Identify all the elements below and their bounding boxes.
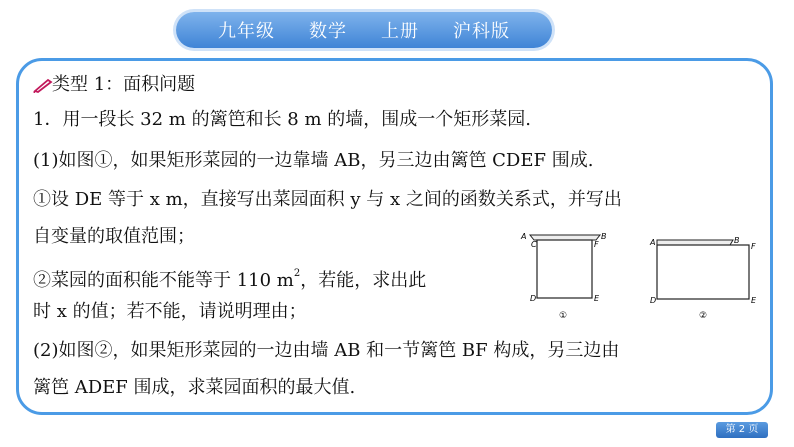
label-c: C	[531, 240, 537, 249]
sub-question-1-line-1: ①设 DE 等于 x m，直接写出菜园面积 y 与 x 之间的函数关系式，并写出	[33, 189, 622, 210]
rectangle-adef	[657, 245, 749, 299]
label-d: D	[650, 296, 657, 305]
wall-ab	[657, 240, 733, 245]
question-1-part-2-line-2: 篱笆 ADEF 围成，求菜园面积的最大值.	[33, 377, 356, 398]
page-number-badge: 第 2 页	[716, 422, 768, 438]
label-b: B	[601, 232, 607, 241]
sub-question-2-line-2: 时 x 的值；若不能，请说明理由；	[33, 301, 307, 322]
header-grade: 九年级	[218, 21, 275, 42]
label-a: A	[650, 238, 656, 247]
question-1: 1．用一段长 32 m 的篱笆和长 8 m 的墙，围成一个矩形菜园.	[33, 109, 531, 130]
label-e: E	[751, 296, 757, 305]
question-1-part-1: (1)如图①，如果矩形菜园的一边靠墙 AB，另三边由篱笆 CDEF 围成.	[33, 150, 594, 171]
header-volume: 上册	[381, 21, 419, 42]
type-title: 类型 1：面积问题	[52, 74, 196, 95]
header-banner	[176, 12, 552, 48]
header-subject: 数学	[309, 21, 347, 42]
figure-2-caption: ②	[699, 311, 708, 321]
sub2-post: ，若能，求出此	[300, 270, 427, 291]
sub2-pre: ②菜园的面积能不能等于 110 m	[33, 270, 294, 291]
label-f: F	[751, 242, 756, 251]
label-f: F	[594, 240, 599, 249]
sub2-sup: 2	[293, 268, 301, 279]
label-a: A	[521, 232, 527, 241]
rectangle-cdef	[537, 240, 592, 298]
wall-ab	[530, 235, 600, 240]
question-1-part-2-line-1: (2)如图②，如果矩形菜园的一边由墙 AB 和一节篱笆 BF 构成，另三边由	[33, 340, 620, 361]
header-title	[176, 12, 552, 48]
figure-2	[645, 228, 765, 324]
header-edition: 沪科版	[453, 21, 510, 42]
label-d: D	[530, 294, 537, 303]
label-b: B	[734, 236, 740, 245]
pen-icon	[33, 77, 53, 93]
sub-question-1-line-2: 自变量的取值范围；	[33, 226, 195, 247]
label-e: E	[594, 294, 600, 303]
figure-1	[515, 228, 615, 324]
sub-question-2-line-1	[33, 260, 426, 295]
figure-1-caption: ①	[559, 311, 568, 321]
